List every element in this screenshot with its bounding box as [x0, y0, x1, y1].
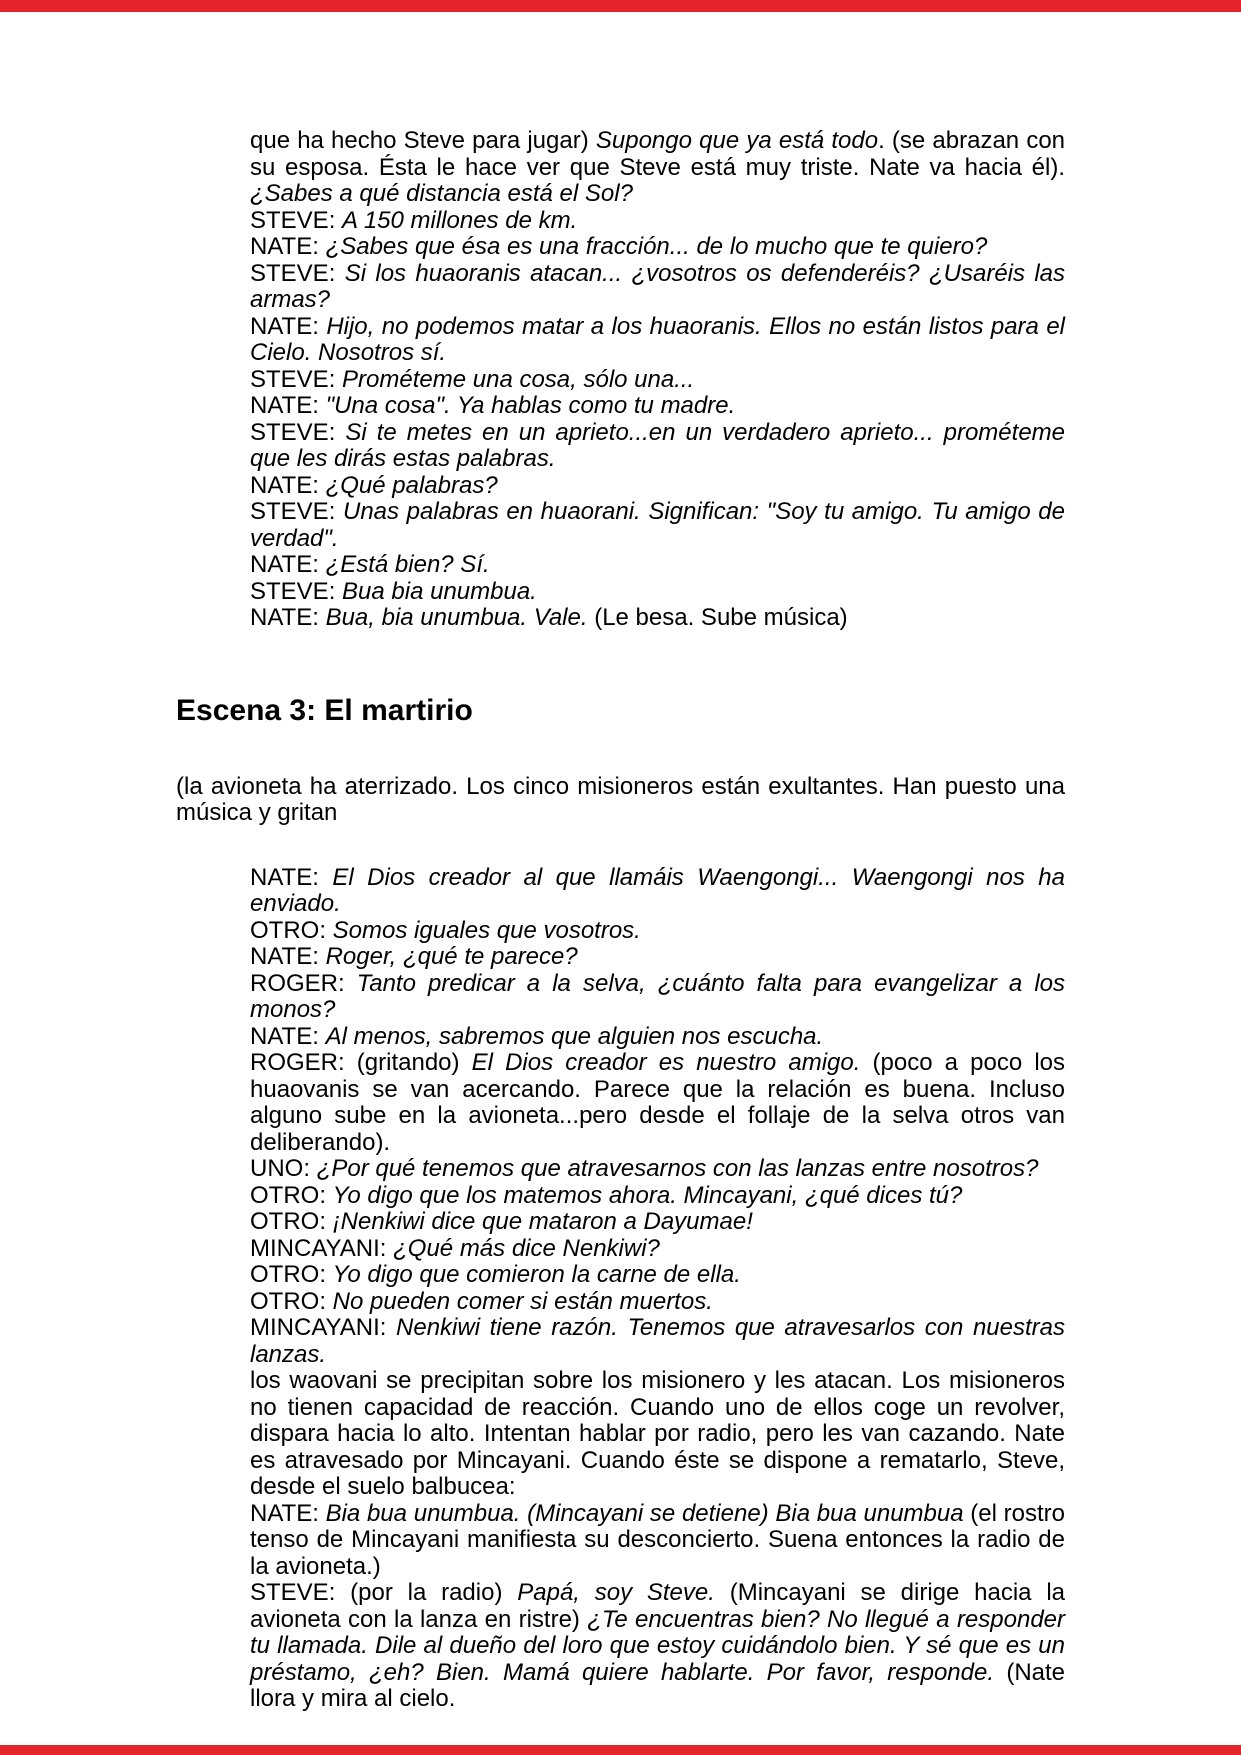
dialogue-text-run: Prométeme una cosa, sólo una... [342, 365, 695, 393]
script-line [250, 1209, 1065, 1236]
speaker-or-direction-run: MINCAYANI: [250, 1234, 394, 1262]
script-line [250, 1289, 1065, 1316]
dialogue-text-run: ¡Nenkiwi dice que mataron a Dayumae! [332, 1208, 753, 1235]
dialogue-text-run: ¿Por qué tenemos que atravesarnos con las lanzas entre nosotros? [316, 1155, 1039, 1182]
script-line [250, 944, 1065, 971]
page-text [176, 128, 1065, 1713]
script-line [250, 393, 1065, 420]
script-line [250, 208, 1065, 235]
dialogue-text-run: El Dios creador al que llamáis Waengongi... Waengongi nos ha enviado. [250, 863, 1065, 917]
speaker-or-direction-run: (la avioneta ha aterrizado. Los cinco misioneros están exultantes. Han puesto una música y gritan [176, 772, 1065, 826]
dialogue-text-run: Yo digo que comieron la carne de ella. [332, 1261, 741, 1288]
script-line [250, 314, 1065, 367]
script-line [250, 1368, 1065, 1501]
script-line [250, 473, 1065, 500]
speaker-or-direction-run: (el rostro tenso de Mincayani manifiesta su desconcierto. Suena entonces la radio de la avioneta.) [250, 1499, 1066, 1580]
speaker-or-direction-run: (Nate llora y mira al cielo. [250, 1658, 1066, 1712]
speaker-or-direction-run: los waovani se precipitan sobre los misionero y les atacan. Los misioneros no tienen capacidad de reacción. Cuando uno de ellos coge un revolver, dispara hacia lo alto. Intentan hablar por radio, pero les van cazando. Nate es atravesado por Mincayani. Cuando éste se dispone a rematarlo, Steve, desde el suelo balbucea: [250, 1367, 1065, 1500]
dialogue-text-run: Al menos, sabremos que alguien nos escucha. [325, 1022, 824, 1050]
dialogue-text-run: Bua bia unumbua. [342, 577, 537, 605]
script-line [250, 261, 1065, 314]
speaker-or-direction-run: STEVE: [250, 365, 343, 393]
dialogue-text-run: Si te metes en un aprieto...en un verdadero aprieto... prométeme que les dirás estas palabras. [250, 418, 1066, 472]
script-line [250, 1156, 1065, 1183]
script-line [250, 1050, 1065, 1156]
script-line [250, 1262, 1065, 1289]
speaker-or-direction-run: NATE: [250, 1022, 326, 1050]
dialogue-text-run: El Dios creador es nuestro amigo. [471, 1049, 861, 1076]
speaker-or-direction-run: STEVE: [250, 206, 343, 234]
speaker-or-direction-run: NATE: [250, 863, 333, 891]
dialogue-text-run: Si los huaoranis atacan... ¿vosotros os defenderéis? ¿Usaréis las armas? [250, 259, 1066, 313]
speaker-or-direction-run: STEVE: [250, 259, 345, 287]
speaker-or-direction-run: OTRO: [250, 1181, 333, 1209]
speaker-or-direction-run: OTRO: [250, 1208, 333, 1235]
speaker-or-direction-run: NATE: [250, 1499, 326, 1527]
speaker-or-direction-run: ROGER: (gritando) [250, 1049, 472, 1076]
dialogue-text-run: ¿Sabes que ésa es una fracción... de lo mucho que te quiero? [325, 233, 988, 260]
speaker-or-direction-run: OTRO: [250, 1287, 333, 1315]
speaker-or-direction-run: NATE: [250, 312, 327, 340]
dialogue-text-run: No pueden comer si están muertos. [332, 1287, 713, 1315]
dialogue-text-run: Nenkiwi tiene razón. Tenemos que atravesarlos con nuestras lanzas. [250, 1314, 1066, 1368]
script-line [250, 1183, 1065, 1210]
dialogue-text-run: Roger, ¿qué te parece? [325, 943, 578, 970]
dialogue-text-run: Yo digo que los matemos ahora. Mincayani, ¿qué dices tú? [332, 1181, 963, 1209]
script-line [250, 918, 1065, 945]
speaker-or-direction-run: (Mincayani se dirige hacia la avioneta con la lanza en ristre) [250, 1579, 1065, 1633]
script-line [250, 552, 1065, 579]
speaker-or-direction-run: NATE: [250, 551, 326, 578]
dialogue-text-run: Supongo que ya está todo [595, 127, 879, 154]
script-line [250, 128, 1065, 208]
script-line [250, 367, 1065, 394]
speaker-or-direction-run: NATE: [250, 392, 326, 419]
bottom-border-bar [0, 1745, 1241, 1755]
dialogue-text-run: ¿Sabes a qué distancia está el Sol? [250, 180, 633, 207]
scene2-dialogue [250, 128, 1065, 632]
speaker-or-direction-run: MINCAYANI: [250, 1314, 397, 1341]
script-line [250, 1315, 1065, 1368]
script-line [250, 605, 1065, 632]
speaker-or-direction-run: STEVE: (por la radio) [250, 1579, 518, 1606]
speaker-or-direction-run: STEVE: [250, 577, 343, 605]
dialogue-text-run: ¿Te encuentras bien? No llegué a responder tu llamada. Dile al dueño del loro que estoy cuidándolo bien. Y sé que es un préstamo, ¿eh? Bien. Mamá quiere hablarte. Por favor, responde. [250, 1605, 1066, 1686]
speaker-or-direction-run: NATE: [250, 233, 326, 260]
script-line [250, 234, 1065, 261]
speaker-or-direction-run: . (se abrazan con su esposa. Ésta le hace ver que Steve está muy triste. Nate va hacia él). [250, 127, 1066, 181]
dialogue-text-run: Unas palabras en huaorani. Significan: "Soy tu amigo. Tu amigo de verdad". [250, 498, 1065, 552]
dialogue-text-run: Somos iguales que vosotros. [332, 916, 641, 944]
dialogue-text-run: ¿Qué palabras? [325, 471, 498, 499]
speaker-or-direction-run: (Le besa. Sube música) [587, 604, 848, 631]
dialogue-text-run: Tanto predicar a la selva, ¿cuánto falta para evangelizar a los monos? [250, 969, 1066, 1023]
script-line [250, 971, 1065, 1024]
top-border-bar [0, 0, 1241, 12]
speaker-or-direction-run: OTRO: [250, 916, 333, 944]
scene3-heading: Escena 3: El martirio [176, 693, 473, 727]
dialogue-text-run: Hijo, no podemos matar a los huaoranis. Ellos no están listos para el Cielo. Nosotros sí. [250, 312, 1065, 366]
speaker-or-direction-run: NATE: [250, 471, 326, 499]
speaker-or-direction-run: ROGER: [250, 969, 357, 997]
speaker-or-direction-run: STEVE: [250, 498, 343, 525]
script-line [250, 865, 1065, 918]
script-line [250, 420, 1065, 473]
speaker-or-direction-run: UNO: [250, 1155, 317, 1182]
script-line [250, 499, 1065, 552]
dialogue-text-run: A 150 millones de km. [342, 206, 578, 234]
dialogue-text-run: Bua, bia unumbua. Vale. [325, 604, 588, 631]
speaker-or-direction-run: STEVE: [250, 418, 346, 446]
scene3-dialogue [250, 865, 1065, 1713]
speaker-or-direction-run: que ha hecho Steve para jugar) [250, 127, 596, 154]
speaker-or-direction-run: NATE: [250, 943, 326, 970]
dialogue-text-run: Bia bua unumbua. (Mincayani se detiene) Bia bua unumbua [325, 1499, 964, 1527]
speaker-or-direction-run: NATE: [250, 604, 326, 631]
dialogue-text-run: ¿Está bien? Sí. [325, 551, 490, 578]
script-line [250, 1580, 1065, 1713]
dialogue-text-run: "Una cosa". Ya hablas como tu madre. [325, 392, 736, 419]
speaker-or-direction-run: (poco a poco los huaovanis se van acercando. Parece que la relación es buena. Incluso alguno sube en la avioneta...pero desde el follaje de la selva otros van deliberando). [250, 1049, 1065, 1156]
script-line [250, 1501, 1065, 1581]
dialogue-text-run: ¿Qué más dice Nenkiwi? [393, 1234, 660, 1262]
scene3-stage-direction [176, 774, 1065, 827]
dialogue-text-run: Papá, soy Steve. [517, 1579, 715, 1606]
script-line [250, 579, 1065, 606]
script-line [250, 1236, 1065, 1263]
speaker-or-direction-run: OTRO: [250, 1261, 333, 1288]
script-line [250, 1024, 1065, 1051]
